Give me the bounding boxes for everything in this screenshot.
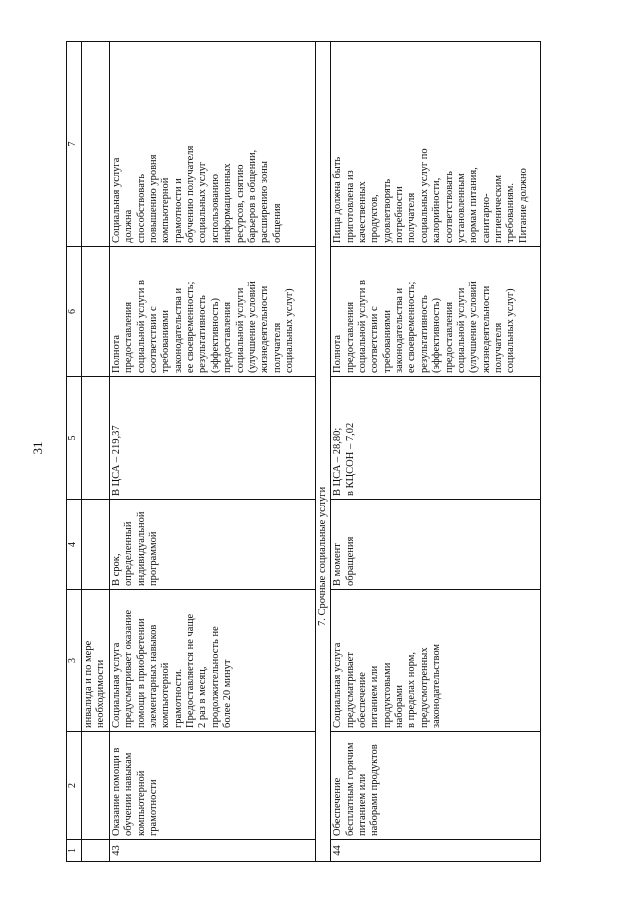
header-cell: 5 [67, 377, 82, 500]
service-cost: В ЦСА – 28,80; в КЦСОН – 7,02 [331, 377, 541, 500]
header-cell: 2 [67, 732, 82, 840]
header-cell: 1 [67, 840, 82, 862]
continuation-row [82, 42, 110, 862]
rotated-table-container [66, 42, 596, 862]
service-conditions: Пища должна быть приготовлена из качественных продуктов, удовлетворять потребности получателя социальных услуг по калорийности, соответствовать установленным нормам питания, санитарно- гигиеническим требованиям. Питание должно [331, 42, 541, 247]
service-term: В момент обращения [331, 500, 541, 590]
page-number: 31 [30, 441, 45, 455]
row-number: 43 [109, 840, 315, 862]
service-description: Социальная услуга предусматривает обеспечение питанием или продуктовыми наборами в пределах норм, предусмотренных законодательством [331, 590, 541, 732]
service-criteria: Полнота предоставления социальной услуги в соответствии с требованиями законодательства и ее своевременность; результативность (эффективность) предоставления социальной услуги (улучшение условий жизнедеятельности получателя социальных услуг) [331, 247, 541, 377]
services-table [66, 41, 541, 862]
service-criteria: Полнота предоставления социальной услуги в соответствии с требованиями законодательства и ее своевременность; результативность (эффективность) предоставления социальной услуги (улучшение условий жизнедеятельности получателя социальных услуг) [109, 247, 315, 377]
service-name: Обеспечение бесплатным горячим питанием или наборами продуктов [331, 732, 541, 840]
header-cell: 6 [67, 247, 82, 377]
row-number: 44 [331, 840, 541, 862]
table-row [331, 42, 541, 862]
service-term: В срок, определенный индивидуальной программой [109, 500, 315, 590]
table-row [109, 42, 315, 862]
service-cost: В ЦСА – 219,37 [109, 377, 315, 500]
header-cell: 3 [67, 590, 82, 732]
service-name: Оказание помощи в обучении навыкам компьютерной грамотности [109, 732, 315, 840]
section-title: 7. Срочные социальные услуги [315, 42, 330, 862]
header-row [67, 42, 82, 862]
section-row [315, 42, 330, 862]
header-cell: 7 [67, 42, 82, 247]
service-conditions: Социальная услуга должна способствовать повышению уровня компьютерной грамотности и обучению получателя социальных услуг использованию информационных ресурсов, снятию барьеров в общении, расширению зоны общения [109, 42, 315, 247]
header-cell: 4 [67, 500, 82, 590]
continuation-text: инвалида и по мере необходимости [82, 590, 110, 732]
service-description: Социальная услуга предусматривает оказание помощи в приобретении элементарных навыков компьютерной грамотности. Предоставляется не чаще 2 раз в месяц, продолжительность не более 20 минут [109, 590, 315, 732]
